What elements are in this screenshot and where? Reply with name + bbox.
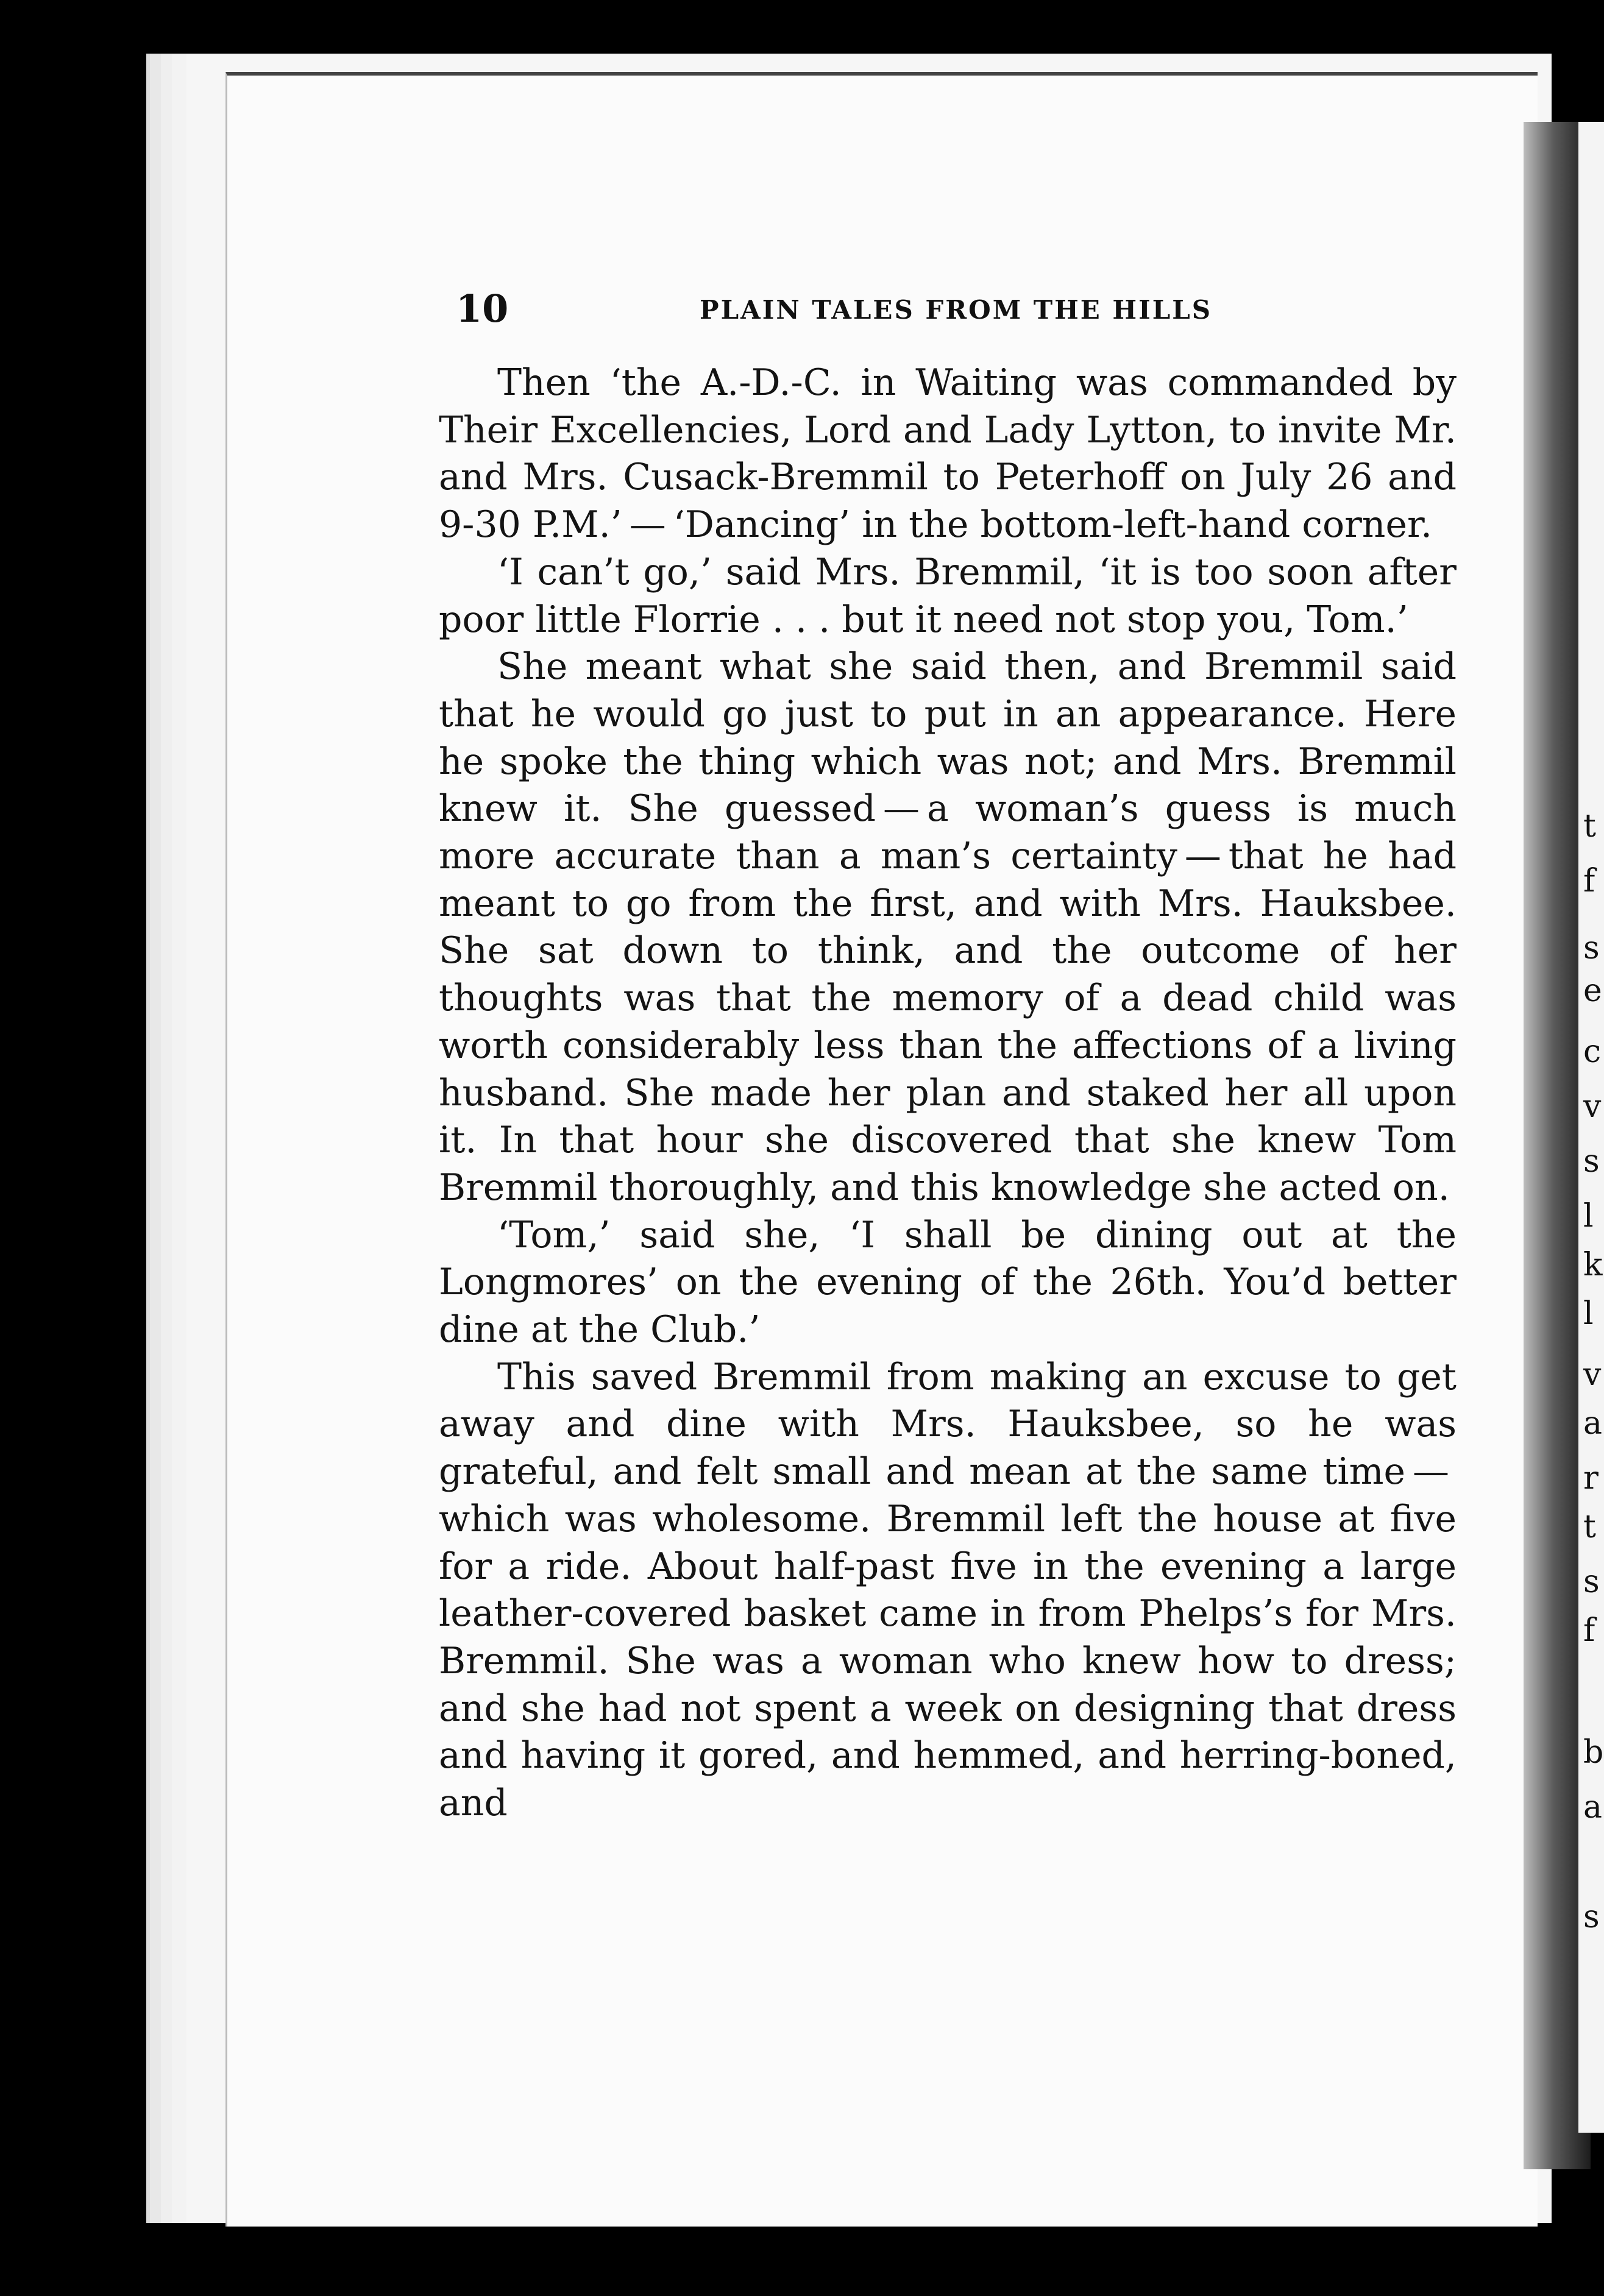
- facing-page-fragment: l: [1583, 1295, 1594, 1332]
- facing-page-edge: [1578, 122, 1604, 2133]
- facing-page-fragment: s: [1583, 1564, 1600, 1600]
- paragraph: ‘I can’t go,’ said Mrs. Bremmil, ‘it is too soon after poor little Florrie . . . but it need not stop you, Tom.’: [439, 550, 1457, 641]
- paragraph: She meant what she said then, and Bremmil said that he would go just to put in an appearance. Here he spoke the thing which was not; and Mrs. Bremmil knew it. She guessed — a woman’s guess is much more accurate than a man’s certainty — that he had meant to go from the first, and with Mrs. Hauksbee. She sat down to think, and the outcome of her thoughts was that the memory of a dead child was worth considerably less than the affections of a living husband. She made her plan and staked her all upon it. In that hour she discovered that she knew Tom Bremmil thoroughly, and this knowledge she acted on.: [439, 645, 1457, 1209]
- facing-page-fragment: e: [1583, 973, 1602, 1009]
- facing-page-fragment: v: [1583, 1088, 1602, 1125]
- facing-page-fragment: k: [1583, 1247, 1603, 1283]
- paragraph: Then ‘the A.-D.-C. in Waiting was commanded by Their Excellencies, Lord and Lady Lytton, to invite Mr. and Mrs. Cusack-Bremmil to Peterhoff on July 26 and 9-30 P.M.’ — ‘Dancing’ in the bottom-left-hand corner.: [439, 361, 1457, 547]
- facing-page-fragment: s: [1583, 1143, 1600, 1180]
- facing-page-fragment: l: [1583, 1198, 1594, 1235]
- running-head: [456, 286, 1467, 341]
- facing-page-fragment: s: [1583, 930, 1600, 966]
- facing-page-fragment: a: [1583, 1789, 1603, 1826]
- facing-page-fragment: t: [1583, 1509, 1596, 1545]
- facing-page-fragment: t: [1583, 808, 1596, 845]
- facing-page-fragment: f: [1583, 863, 1595, 899]
- paragraph: ‘Tom,’ said she, ‘I shall be dining out at the Longmores’ on the evening of the 26th. You’d better dine at the Club.’: [439, 1213, 1457, 1352]
- body-text: [439, 360, 1457, 1827]
- facing-page-fragment: a: [1583, 1405, 1603, 1442]
- facing-page-fragment: f: [1583, 1612, 1595, 1649]
- paragraph: This saved Bremmil from making an excuse to get away and dine with Mrs. Hauksbee, so he was grateful, and felt small and mean at the same time — which was wholesome. Bremmil left the house at five for a ride. About half-past five in the evening a large leather-covered basket came in from Phelps’s for Mrs. Bremmil. She was a woman who knew how to dress; and she had not spent a week on designing that dress and having it gored, and hemmed, and herring-boned, and: [439, 1355, 1457, 1825]
- facing-page-fragment: s: [1583, 1899, 1600, 1935]
- running-title: PLAIN TALES FROM THE HILLS: [700, 295, 1213, 325]
- page-number: 10: [456, 286, 509, 331]
- facing-page-fragment: v: [1583, 1356, 1602, 1393]
- facing-page-fragment: b: [1583, 1734, 1604, 1771]
- facing-page-fragment: c: [1583, 1033, 1602, 1070]
- facing-page-fragment: r: [1583, 1460, 1599, 1497]
